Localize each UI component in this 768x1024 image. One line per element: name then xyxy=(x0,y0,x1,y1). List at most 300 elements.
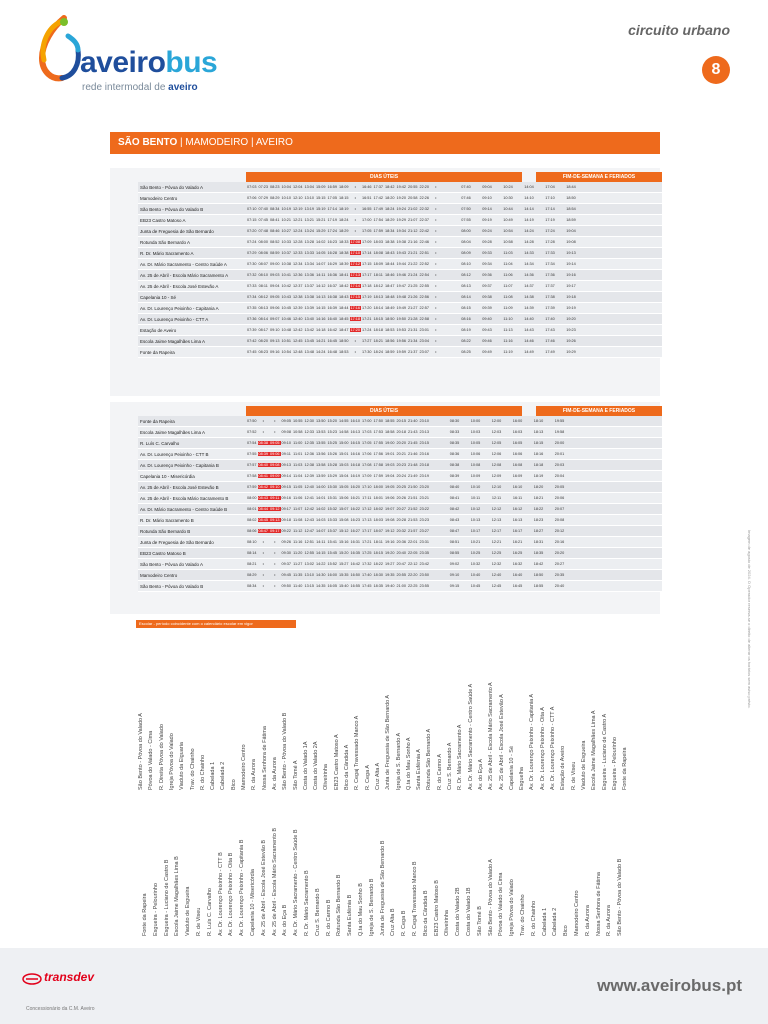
weekend-time-cell: 12:32 xyxy=(491,562,502,566)
time-cell: 12:10 xyxy=(292,196,303,200)
time-cell: 08:29 xyxy=(269,196,280,200)
time-cell: 12:36 xyxy=(304,452,314,456)
time-cell: • xyxy=(435,240,437,244)
weekend-time-cell: 18:42 xyxy=(533,562,544,566)
weekend-time-cell: 12:06 xyxy=(491,452,502,456)
time-cell: 18:24 xyxy=(384,207,395,211)
time-cell: 17:14 xyxy=(361,251,372,255)
weekend-time-cell: 17:40 xyxy=(545,317,555,321)
weekend-time-cell: 08:42 xyxy=(449,507,460,511)
time-cell: 13:38 xyxy=(304,295,314,299)
weekend-time-cell: 19:17 xyxy=(566,284,576,288)
time-cell: 14:55 xyxy=(338,419,349,423)
time-cell: 08:42 xyxy=(258,485,268,489)
time-cell: • xyxy=(435,328,437,332)
time-cell: 15:21 xyxy=(315,218,326,222)
weekend-time-cell: 18:50 xyxy=(533,573,544,577)
weekend-time-cell: 20:01 xyxy=(554,452,565,456)
stop-list-item: Bico da Cândida A xyxy=(344,744,350,790)
time-cell: 19:47 xyxy=(396,284,406,288)
time-cell: 09:37 xyxy=(281,562,291,566)
time-cell: 19:20 xyxy=(396,196,406,200)
time-cell: 15:30 xyxy=(327,485,337,489)
time-cell: 21:07 xyxy=(407,218,418,222)
stop-list-item: Capelania 10 - Misericórdia xyxy=(250,869,256,936)
time-cell: 09:10 xyxy=(269,485,280,489)
table-row xyxy=(138,548,662,559)
time-cell: 17:53 xyxy=(373,430,383,434)
time-cell: 14:16 xyxy=(315,317,326,321)
time-cell: 10:19 xyxy=(281,207,291,211)
weekend-time-cell: 17:04 xyxy=(545,185,555,189)
time-cell: 14:15 xyxy=(315,306,326,310)
stop-list-item: Av. 25 de Abril - Escola Mário Sacramento B xyxy=(271,827,278,936)
weekend-time-cell: 14:46 xyxy=(524,339,534,343)
stop-list-item: Santa Eufémia A xyxy=(416,749,423,790)
time-cell: 10:55 xyxy=(292,419,303,423)
time-cell: 21:22 xyxy=(407,262,418,266)
time-cell: 20:40 xyxy=(396,551,406,555)
weekend-time-cell: 07:40 xyxy=(461,185,471,189)
time-cell: 17:08 xyxy=(361,463,372,467)
weekend-time-cell: 09:33 xyxy=(482,251,492,255)
weekend-time-cell: 16:11 xyxy=(512,496,523,500)
weekend-time-cell: 16:05 xyxy=(512,441,523,445)
time-cell: 23:50 xyxy=(419,573,429,577)
time-cell: 19:00 xyxy=(384,441,395,445)
time-cell: 17:20 xyxy=(350,328,360,332)
stop-list-item: Mamodeiro Centro xyxy=(241,744,247,790)
table-row xyxy=(138,581,662,592)
table-row xyxy=(138,526,662,537)
stop-name: Capelania 10 - Sé xyxy=(140,294,177,300)
time-cell: 21:27 xyxy=(407,306,418,310)
table-row xyxy=(138,427,662,438)
weekend-time-cell: 18:20 xyxy=(533,485,544,489)
time-cell: 23:55 xyxy=(419,584,429,588)
weekend-time-cell: 14:14 xyxy=(524,207,534,211)
time-cell: 13:53 xyxy=(315,430,326,434)
time-cell: 07:23 xyxy=(258,185,268,189)
weekend-time-cell: 12:13 xyxy=(491,518,502,522)
time-cell: 14:30 xyxy=(315,573,326,577)
time-cell: 17:12 xyxy=(361,507,372,511)
time-cell: 18:45 xyxy=(338,317,349,321)
weekend-time-cell: 18:13 xyxy=(533,430,544,434)
stop-list-item: Nossa Senhora de Fátima xyxy=(261,726,268,790)
time-cell: 20:15 xyxy=(396,419,406,423)
time-cell: 17:05 xyxy=(327,196,337,200)
time-cell: 11:00 xyxy=(293,441,303,445)
stop-name: Av. 25 de Abril - Escola Mário Sacramento A xyxy=(140,272,229,278)
time-cell: 14:18 xyxy=(315,328,326,332)
weekend-time-cell: 09:38 xyxy=(482,295,492,299)
time-cell: 08:21 xyxy=(246,562,257,566)
time-cell: 18:12 xyxy=(373,284,383,288)
time-cell: 18:50 xyxy=(384,317,395,321)
time-cell: 10:58 xyxy=(292,430,303,434)
time-cell: 23:42 xyxy=(419,562,429,566)
time-cell: 11:05 xyxy=(293,485,303,489)
table-row xyxy=(138,292,662,303)
weekend-time-cell: 17:24 xyxy=(545,229,555,233)
time-cell: 21:50 xyxy=(407,485,418,489)
time-cell: 23:23 xyxy=(419,518,429,522)
time-cell: 20:18 xyxy=(396,430,406,434)
time-cell: 13:37 xyxy=(304,284,314,288)
weekend-time-cell: 10:11 xyxy=(470,496,481,500)
weekend-time-cell: 10:05 xyxy=(470,441,481,445)
time-cell: 20:25 xyxy=(396,485,406,489)
time-cell: 09:13 xyxy=(269,518,280,522)
time-cell: 07:24 xyxy=(246,240,257,244)
time-cell: 15:19 xyxy=(315,207,326,211)
time-cell: 10:04 xyxy=(281,185,291,189)
time-cell: 19:24 xyxy=(396,207,406,211)
time-cell: 12:34 xyxy=(292,262,303,266)
time-cell: 16:13 xyxy=(350,430,360,434)
stop-name: R. Dr. Mário Sacramento B xyxy=(140,517,194,523)
weekend-time-cell: 20:16 xyxy=(554,540,565,544)
time-cell: 18:15 xyxy=(373,551,383,555)
time-cell: 07:50 xyxy=(246,419,257,423)
time-cell: 12:48 xyxy=(292,350,303,354)
weekend-time-cell: 19:29 xyxy=(566,350,576,354)
weekend-time-cell: 11:03 xyxy=(503,251,513,255)
time-cell: 08:06 xyxy=(258,251,268,255)
weekend-time-cell: 19:26 xyxy=(566,339,576,343)
time-cell: • xyxy=(354,218,356,222)
time-cell: 21:48 xyxy=(407,463,418,467)
time-cell: 09:30 xyxy=(281,551,291,555)
weekend-time-cell: 18:15 xyxy=(533,441,544,445)
time-cell: 15:40 xyxy=(338,584,349,588)
time-cell: 16:31 xyxy=(350,540,360,544)
time-cell: 16:21 xyxy=(350,496,360,500)
time-cell: 13:48 xyxy=(304,350,314,354)
time-cell: 12:40 xyxy=(304,485,314,489)
time-cell: 19:16 xyxy=(384,540,395,544)
time-cell: 09:18 xyxy=(281,518,291,522)
time-cell: 15:05 xyxy=(338,485,349,489)
weekend-time-cell: 18:10 xyxy=(533,419,544,423)
time-cell: 08:47 xyxy=(258,529,268,533)
stop-name: Av. Dr. Lourenço Peixinho - CTT B xyxy=(140,451,209,457)
table-row xyxy=(138,281,662,292)
time-cell: 17:30 xyxy=(361,350,372,354)
weekend-time-cell: 16:17 xyxy=(512,529,523,533)
weekend-time-cell: 18:59 xyxy=(566,218,576,222)
weekend-time-cell: 18:31 xyxy=(533,540,544,544)
weekend-time-cell: 09:36 xyxy=(482,273,492,277)
weekend-time-cell: 10:13 xyxy=(470,518,481,522)
table-row xyxy=(138,471,662,482)
stop-list-item: R. do Chainho xyxy=(199,754,206,790)
time-cell: 18:30 xyxy=(373,573,383,577)
stop-list-item: Av. Dr. Lourenço Peixinho - Oita A xyxy=(539,707,546,790)
time-cell: 14:21 xyxy=(315,339,326,343)
time-cell: 16:16 xyxy=(350,452,360,456)
stop-name: Fonte da Rapeira xyxy=(140,349,175,355)
time-cell: 15:00 xyxy=(338,441,349,445)
weekend-time-cell: 08:10 xyxy=(461,262,471,266)
time-cell: • xyxy=(435,196,437,200)
time-cell: 10:45 xyxy=(281,306,291,310)
table-row xyxy=(138,226,662,237)
stop-list-item: Esgueira - Pelourinho xyxy=(152,883,159,936)
time-cell: 13:36 xyxy=(304,273,314,277)
weekend-time-cell: 17:34 xyxy=(545,262,555,266)
weekday-header: DIAS ÚTEIS xyxy=(246,172,522,182)
time-cell: 19:40 xyxy=(384,584,395,588)
weekend-time-cell: 10:00 xyxy=(470,419,481,423)
time-cell: 12:24 xyxy=(292,229,303,233)
time-cell: 18:34 xyxy=(384,229,395,233)
weekend-time-cell: 08:39 xyxy=(449,474,460,478)
time-cell: 17:21 xyxy=(361,540,372,544)
time-cell: 14:01 xyxy=(315,496,326,500)
weekend-time-cell: 16:32 xyxy=(512,562,523,566)
website-link[interactable]: www.aveirobus.pt xyxy=(597,976,742,995)
time-cell: 12:21 xyxy=(292,218,303,222)
time-cell: 17:17 xyxy=(361,529,372,533)
time-cell: 19:59 xyxy=(396,350,406,354)
time-cell: 18:19 xyxy=(338,207,349,211)
stop-list-item: Rotunda São Bernardo B xyxy=(336,874,343,936)
time-cell: 21:16 xyxy=(407,240,418,244)
time-cell: 23:18 xyxy=(419,463,429,467)
time-cell: 16:51 xyxy=(361,196,372,200)
time-cell: 07:57 xyxy=(246,463,257,467)
weekend-time-cell: 14:04 xyxy=(524,185,534,189)
time-cell: 21:46 xyxy=(407,452,418,456)
weekend-time-cell: 08:15 xyxy=(461,306,471,310)
time-cell: 09:09 xyxy=(269,474,280,478)
weekend-time-cell: 08:13 xyxy=(461,284,471,288)
weekend-time-cell: 08:00 xyxy=(461,229,471,233)
time-cell: 18:09 xyxy=(373,262,383,266)
time-cell: 09:11 xyxy=(270,496,280,500)
time-cell: 23:01 xyxy=(419,328,429,332)
stop-list-item: Q.ta do Mau Sonho B xyxy=(358,883,364,936)
weekend-time-cell: 14:40 xyxy=(524,317,534,321)
time-cell: 22:20 xyxy=(419,185,429,189)
time-cell: 15:52 xyxy=(327,562,337,566)
stop-list-item: Fonte da Rapeira xyxy=(142,893,148,936)
weekend-time-cell: 11:10 xyxy=(503,317,513,321)
stop-list-item: Trav. do Chainho xyxy=(189,748,196,790)
time-cell: 18:09 xyxy=(338,185,349,189)
weekend-time-cell: 20:35 xyxy=(554,573,565,577)
time-cell: 22:56 xyxy=(419,295,429,299)
weekend-time-cell: 14:33 xyxy=(524,251,534,255)
weekend-time-cell: 17:19 xyxy=(545,218,555,222)
stop-list-item: Av. do Eça A xyxy=(477,759,484,790)
time-cell: 22:32 xyxy=(419,207,429,211)
stop-name: Capelania 10 - Misericórdia xyxy=(140,473,195,479)
time-cell: 17:59 xyxy=(373,474,383,478)
stop-list-item: Escola Jaime Magalhães Lima B xyxy=(174,856,181,936)
weekend-time-cell: 10:44 xyxy=(503,207,513,211)
time-cell: 18:15 xyxy=(338,196,349,200)
time-cell: 09:50 xyxy=(281,584,291,588)
stop-list-item: Q.ta do Mau Sonho A xyxy=(405,737,412,790)
time-cell: 13:15 xyxy=(304,584,314,588)
time-cell: 17:13 xyxy=(350,273,360,277)
time-cell: 12:41 xyxy=(304,496,314,500)
stop-name: São Bento - Póvoa do Valado A xyxy=(140,184,203,190)
stop-list-item: Av. Dr. Lourenço Peixinho - CTT B xyxy=(217,852,224,936)
weekend-time-cell: 18:27 xyxy=(533,529,544,533)
stop-list-item: São Tomé A xyxy=(292,760,299,790)
time-cell: 20:47 xyxy=(396,562,406,566)
time-cell: 08:11 xyxy=(258,284,268,288)
time-cell: 18:18 xyxy=(373,328,383,332)
time-cell: 08:29 xyxy=(246,573,257,577)
time-cell: 10:33 xyxy=(281,240,291,244)
time-cell: • xyxy=(435,185,437,189)
time-cell: 16:38 xyxy=(327,295,337,299)
time-cell: • xyxy=(435,251,437,255)
stop-name: São Bento - Póvoa do Valado B xyxy=(140,583,204,589)
time-cell: 23:20 xyxy=(419,485,429,489)
time-cell: 16:18 xyxy=(350,463,360,467)
time-cell: 19:48 xyxy=(396,295,406,299)
time-cell: 13:10 xyxy=(304,196,314,200)
time-cell: 21:52 xyxy=(407,507,418,511)
weekend-time-cell: 09:37 xyxy=(482,284,492,288)
time-cell: 12:04 xyxy=(292,185,303,189)
stop-list-item: São Bento - Póvoa do Valado A xyxy=(487,859,494,936)
table-row xyxy=(138,460,662,471)
time-cell: 16:55 xyxy=(361,207,372,211)
time-cell: 17:49 xyxy=(373,207,383,211)
time-cell: • xyxy=(262,562,264,566)
time-cell: 22:51 xyxy=(419,251,429,255)
time-cell: 12:38 xyxy=(292,295,303,299)
stop-list-item: Viaduto de Esgueira xyxy=(185,886,192,936)
time-cell: 07:42 xyxy=(246,339,257,343)
side-note: Imagem de agosto de 2024. O Operador reserva-se o direito de alterar os horários sem aviso prévio. xyxy=(747,530,752,709)
weekend-time-cell: 10:10 xyxy=(470,485,481,489)
time-cell: 09:06 xyxy=(269,306,280,310)
time-cell: 16:19 xyxy=(350,474,360,478)
time-cell: 21:21 xyxy=(407,251,418,255)
time-cell: 09:10 xyxy=(281,441,291,445)
time-cell: 17:58 xyxy=(373,463,383,467)
time-cell: 07:10 xyxy=(246,207,257,211)
stop-list-item: R. do Carmo B xyxy=(325,899,332,936)
time-cell: 16:27 xyxy=(350,529,360,533)
time-cell: 11:07 xyxy=(293,507,303,511)
time-cell: 23:10 xyxy=(419,419,429,423)
time-cell: 08:12 xyxy=(258,295,268,299)
time-cell: 21:57 xyxy=(407,529,418,533)
table-row xyxy=(138,493,662,504)
time-cell: 10:38 xyxy=(281,262,291,266)
time-cell: 08:44 xyxy=(258,507,268,511)
time-cell: • xyxy=(274,562,276,566)
time-cell: 11:03 xyxy=(293,463,303,467)
time-cell: 09:11 xyxy=(281,452,291,456)
time-cell: 17:09 xyxy=(361,474,372,478)
weekend-time-cell: 20:12 xyxy=(554,529,565,533)
time-cell: 12:33 xyxy=(304,430,314,434)
line-number-badge: 8 xyxy=(702,56,730,84)
stop-name: Av. 25 de Abril - Escola Mário Sacramento B xyxy=(140,495,229,501)
time-cell: 18:59 xyxy=(384,350,395,354)
time-cell: 15:31 xyxy=(327,496,337,500)
time-cell: 21:25 xyxy=(407,284,418,288)
time-cell: 18:42 xyxy=(338,284,349,288)
time-cell: 16:39 xyxy=(327,306,337,310)
time-cell: 18:22 xyxy=(373,562,383,566)
weekend-time-cell: 14:10 xyxy=(524,196,534,200)
weekend-time-cell: 16:40 xyxy=(512,573,523,577)
footer xyxy=(0,948,768,1024)
time-cell: 16:28 xyxy=(327,251,337,255)
weekend-time-cell: 16:25 xyxy=(512,551,523,555)
weekend-time-cell: 09:40 xyxy=(482,317,492,321)
time-cell: 12:33 xyxy=(292,251,303,255)
time-cell: 17:56 xyxy=(373,452,383,456)
time-cell: 07:15 xyxy=(246,218,257,222)
time-cell: 09:05 xyxy=(281,419,291,423)
stop-list-item: São Bento - Póvoa do Valado B xyxy=(617,858,624,936)
time-cell: 11:01 xyxy=(293,452,303,456)
time-cell: 23:31 xyxy=(419,540,429,544)
time-cell: 19:53 xyxy=(396,328,406,332)
weekend-time-cell: 14:38 xyxy=(524,295,534,299)
stop-list-item: Mamodeiro Centro xyxy=(574,890,580,936)
weekend-time-cell: 20:20 xyxy=(554,551,565,555)
weekend-time-cell: 17:43 xyxy=(545,328,555,332)
time-cell: 07:48 xyxy=(258,229,268,233)
weekend-time-cell: 16:13 xyxy=(512,518,523,522)
time-cell: 16:23 xyxy=(327,240,337,244)
time-cell: 08:07 xyxy=(258,262,268,266)
time-cell: • xyxy=(354,196,356,200)
time-cell: 12:43 xyxy=(304,518,314,522)
time-cell: 13:40 xyxy=(304,317,314,321)
stop-list-item: São Tomé B xyxy=(476,906,483,936)
weekend-time-cell: 12:09 xyxy=(491,474,502,478)
time-cell: 14:11 xyxy=(316,540,326,544)
time-cell: 18:55 xyxy=(384,419,395,423)
time-cell: 17:18 xyxy=(361,284,372,288)
stop-list-item: Igreja Póvoa do Valado xyxy=(168,733,175,790)
time-cell: 12:55 xyxy=(304,551,314,555)
weekend-time-cell: 12:00 xyxy=(491,419,502,423)
time-cell: 18:47 xyxy=(338,328,349,332)
time-cell: 12:28 xyxy=(292,240,303,244)
time-cell: 18:38 xyxy=(338,251,349,255)
time-cell: 17:16 xyxy=(350,306,360,310)
time-cell: • xyxy=(262,540,264,544)
time-cell: 17:24 xyxy=(327,229,337,233)
time-cell: 09:08 xyxy=(281,430,291,434)
weekend-time-cell: 17:38 xyxy=(545,295,555,299)
stop-list-item: Costa do Valado 2A xyxy=(313,741,320,790)
time-cell: • xyxy=(354,229,356,233)
time-cell: 18:24 xyxy=(338,218,349,222)
time-cell: 21:24 xyxy=(407,273,418,277)
brand-tagline: rede intermodal de aveiro xyxy=(82,82,198,93)
time-cell: 17:05 xyxy=(361,229,372,233)
time-cell: 15:37 xyxy=(327,529,337,533)
time-cell: 09:13 xyxy=(281,463,291,467)
time-cell: 18:56 xyxy=(384,339,395,343)
